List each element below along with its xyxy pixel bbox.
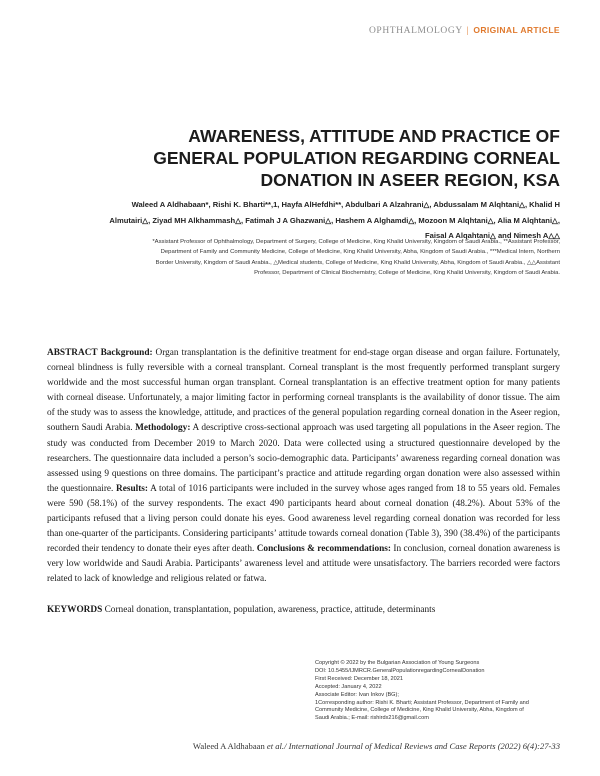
citation-journal: et al./ International Journal of Medical Reviews and Case Reports (2022) 6(4):27-33 xyxy=(264,741,560,751)
author-line: Waleed A Aldhabaan*, Rishi K. Bharti**,1, Hayfa AlHefdhi**, Abdulbari A Alzahrani△, Abdussalam M Alqhtani△, Khalid H xyxy=(131,200,560,209)
abstract-label: ABSTRACT xyxy=(47,348,98,358)
affiliation-line: *Assistant Professor of Ophthalmology, Department of Surgery, College of Medicine, King Khalid University, Kingdom of Saudi Arabia., **Assistant Professor, xyxy=(152,239,560,245)
accepted-date: Accepted: January 4, 2022 xyxy=(315,683,382,690)
citation-authors: Waleed A Aldhabaan xyxy=(192,741,265,751)
keywords-text: Corneal donation, transplantation, population, awareness, practice, attitude, determinants xyxy=(102,605,436,615)
methodology-heading: Methodology: xyxy=(135,423,191,434)
journal-header xyxy=(369,25,560,36)
conclusions-heading: Conclusions & recommendations: xyxy=(256,544,391,555)
affiliations xyxy=(35,237,560,278)
results-text: A total of 1016 participants were included in the survey whose ages ranged from 18 to 55 years old. Females were 590 (58.1%) of the survey respondents. The exact 490 participants heard about corneal donation (48.2%). About 53% of the participants refused that a living person could donate his eyes. Good awareness level regarding corneal donation was recorded for less than one-quarter of the participants. Considering participants’ attitude towards corneal donation (Table 3), 390 (38.4%) of the participants recorded their tendency to donate their eyes after death. xyxy=(47,483,560,555)
title-line: AWARENESS, ATTITUDE AND PRACTICE OF xyxy=(188,126,560,146)
journal-section: OPHTHALMOLOGY xyxy=(368,26,463,36)
doi-line: DOI: 10.5455/IJMRCR.GeneralPopulationregardingCornealDonation xyxy=(315,667,485,674)
header-separator: | xyxy=(466,26,470,36)
article-info xyxy=(315,660,565,723)
keywords xyxy=(47,603,560,618)
affiliation-line: Department of Family and Community Medicine, College of Medicine, King Khalid University, Abha, Kingdom of Saudi Arabia., ***Medical Intern, Northern xyxy=(160,249,560,256)
author-line: Almutairi△, Ziyad MH Alkhammash△, Fatimah J A Ghazwani△, Hashem A Alghamdi△, Mozoon M Alqhtani△, Alia M Alqhtani△, xyxy=(109,215,560,225)
received-date: First Received: December 18, 2021 xyxy=(315,675,403,682)
citation-footer xyxy=(193,741,560,751)
title-line: GENERAL POPULATION REGARDING CORNEAL xyxy=(153,148,560,168)
title-line: DONATION IN ASEER REGION, KSA xyxy=(260,170,560,190)
keywords-label: KEYWORDS xyxy=(47,605,103,615)
abstract xyxy=(47,346,560,588)
author-line: Faisal A Alqahtani△ and Nimesh A△△ xyxy=(425,231,560,240)
corresponding-author: 1Corresponding author: Rishi K. Bharti; Assistant Professor, Department of Family and xyxy=(315,699,529,706)
corresponding-author: Saudi Arabia.; E-mail: rishirdx216@gmail.com xyxy=(315,715,429,722)
associate-editor: Associate Editor: Ivan Inkov (BG); xyxy=(315,691,399,698)
article-type: ORIGINAL ARTICLE xyxy=(473,25,560,35)
affiliation-line: Professor, Department of Clinical Biochemistry, College of Medicine, King Khalid University, Kingdom of Saudi Arabia. xyxy=(254,269,560,276)
results-heading: Results: xyxy=(116,483,149,494)
conclusions-text: In conclusion, corneal donation awareness is very low worldwide and Saudi Arabia. Participants’ awareness level and attitude were unsatisfactory. The barriers recorded were factors related to lack of knowledge and religious related or fatwa. xyxy=(47,544,560,585)
corresponding-author: Community Medicine, College of Medicine, King Khalid University, Abha, Kingdom of xyxy=(315,707,524,714)
background-heading: Background: xyxy=(100,348,153,358)
copyright-line: Copyright © 2022 by the Bulgarian Association of Young Surgeons xyxy=(315,660,480,666)
methodology-text: A descriptive cross-sectional approach was used targeting all populations in the Aseer region. The study was conducted from December 2019 to March 2020. Data were collected using a structured questionnaire developed by the researchers. The questionnaire data included a person’s socio-demographic data. Participants’ awareness regarding corneal donation was assessed using 9 questions on three domains. The participant’s practice and attitude regarding organ donation were also assessed within the questionnaire. xyxy=(47,423,560,494)
affiliation-line: Border University, Kingdom of Saudi Arabia., △Medical students, College of Medicine, King Khalid University, Abha, Kingdom of Saudi Arabia., △△Assistant xyxy=(155,259,560,266)
article-title xyxy=(80,125,560,191)
background-text: Organ transplantation is the definitive treatment for end-stage organ disease and organ failure. Fortunately, corneal blindness is fully reversible with a corneal transplant. Corneal transplant is the most frequently performed transplant surgery worldwide and the most successful human organ transplant. Corneal transplantation is an effective treatment option for many patients with corneal disease. Unfortunately, a major limiting factor in performing corneal transplants is the availability of donor tissue. The aim of the study was to assess the knowledge, attitude, and practices of the general population regarding corneal donation in the Aseer region, southern Saudi Arabia. xyxy=(47,348,561,434)
